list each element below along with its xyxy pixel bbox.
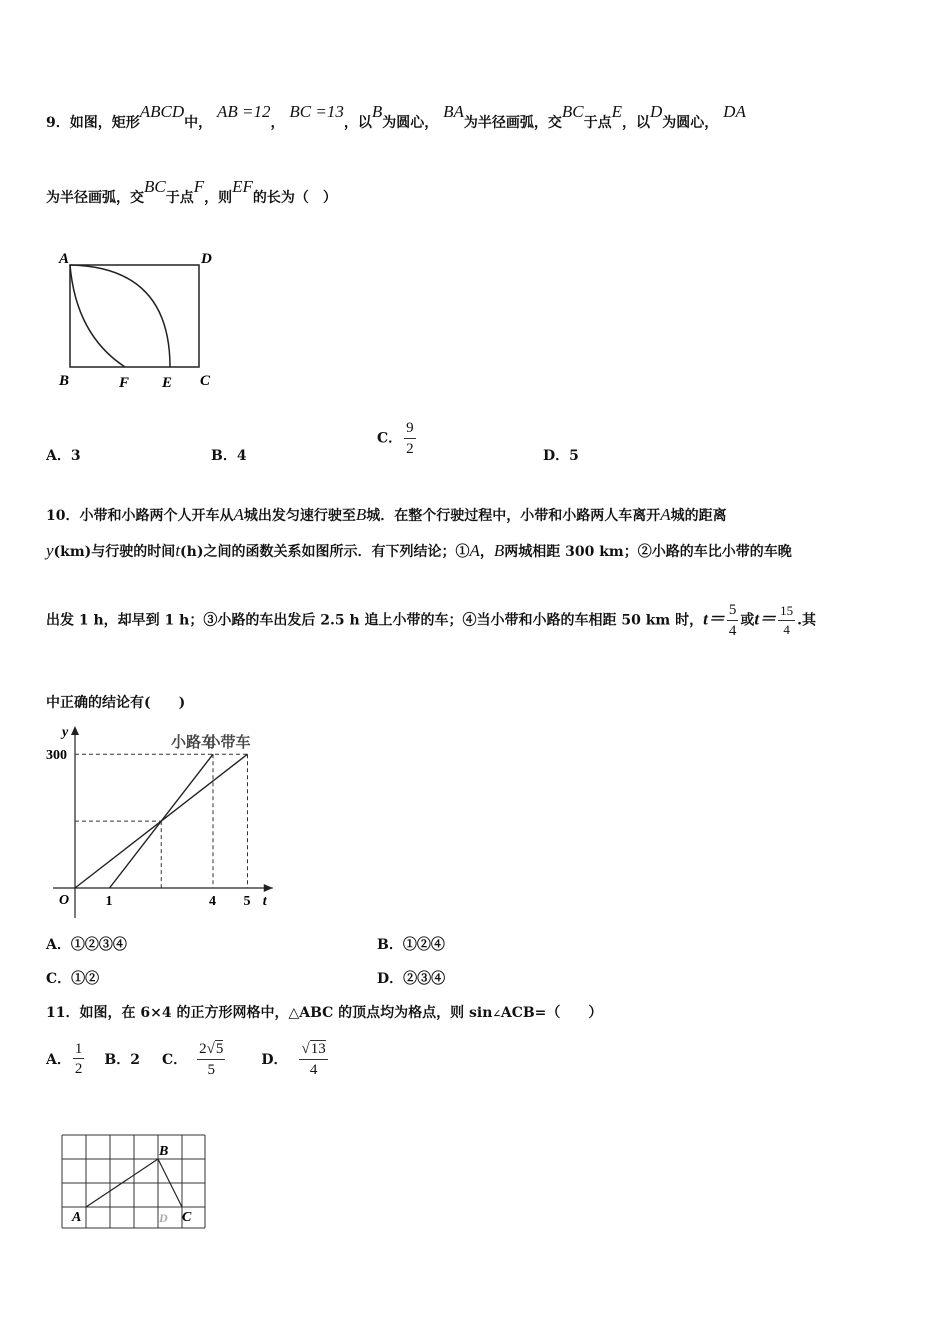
q10-line-4: 中正确的结论有( ) [46, 695, 186, 711]
x-tick-5: 5 [243, 894, 251, 909]
label-b: B [59, 373, 70, 389]
q9-option-c[interactable]: C． $\frac{9}{2}$ [377, 420, 414, 457]
origin-label: O [59, 893, 70, 908]
q9-rectangle-figure [50, 245, 230, 395]
q11-grid-figure [55, 1128, 225, 1238]
q9-line-1: 9．如图，矩形ABCD中， AB =12， BC =13，以B为圆心， BA为半径画弧，交BC于点E，以D为圆心， DA [46, 102, 746, 131]
label-a: A [59, 251, 70, 267]
fraction-sqrt13-4: $\frac{√13}{4}$ [301, 1041, 326, 1078]
q10-option-a[interactable]: A．①②③④ [46, 937, 127, 953]
fraction-15-4: $\frac{15}{4}$ [780, 603, 794, 637]
q11-options [46, 1040, 330, 1078]
q11-option-b[interactable]: B．2 [104, 1052, 140, 1068]
series-line-1 [75, 754, 248, 888]
q11-option-d[interactable]: D． $\frac{√13}{4}$ [261, 1041, 326, 1078]
rect-name: ABCD [139, 102, 185, 121]
q10-distance-time-chart [40, 722, 300, 922]
grid-label-a: A [72, 1210, 82, 1225]
x-tick-4: 4 [209, 894, 216, 909]
q10-option-d[interactable]: D．②③④ [377, 971, 446, 987]
q9-number: 9． [46, 115, 70, 131]
fraction-5-4: $\frac{5}{4}$ [728, 602, 737, 639]
bc-length: BC =13 [289, 102, 344, 121]
q9-option-d[interactable]: D．5 [543, 448, 579, 464]
q10-line-1: 10．小带和小路两个人开车从A城出发匀速行驶至B城．在整个行驶过程中，小带和小路两人车离开A城的距离 [46, 505, 727, 524]
label-d: D [201, 251, 212, 267]
label-f: F [119, 375, 130, 391]
grid-label-d: D [159, 1211, 168, 1225]
x-axis-arrow [264, 884, 273, 892]
q11-option-a[interactable]: A． $\frac{1}{2}$ [46, 1040, 83, 1077]
fraction-2sqrt5-5: $\frac{2√5}{5}$ [199, 1041, 224, 1078]
q11-option-c[interactable]: C． $\frac{2√5}{5}$ [161, 1041, 224, 1078]
q9-option-a[interactable]: A．3 [46, 448, 81, 464]
arc-ae [70, 265, 170, 367]
fraction-9-2: $\frac{9}{2}$ [406, 420, 414, 457]
x-axis-label: t [262, 894, 267, 909]
y-tick-300: 300 [46, 748, 67, 764]
label-e: E [162, 375, 173, 391]
ab-length: AB =12 [217, 102, 271, 121]
y-axis-label: y [62, 725, 69, 740]
series-label-1: 小带车 [205, 735, 251, 752]
q10-option-c[interactable]: C．①② [46, 971, 100, 987]
q11-stem: 11．如图，在 6×4 的正方形网格中，△ABC 的顶点均为格点，则 sin∠ACB=（ ） [46, 1005, 603, 1021]
q10-line-3: 出发 1 h，却早到 1 h；③小路的车出发后 2.5 h 追上小带的车；④当小带和小路的车相距 50 km 时，t＝ $\frac{5}{4}$ 或t＝ $\frac{15}{4}$ .其 [46, 602, 816, 639]
grid-label-c: C [182, 1210, 192, 1225]
q9-line-2: 为半径画弧，交BC于点F，则EF的长为（ ） [46, 177, 337, 206]
series-label-0: 小路车 [171, 735, 217, 752]
grid-label-b: B [159, 1144, 169, 1159]
rectangle-abcd [70, 265, 199, 367]
x-tick-1: 1 [105, 894, 113, 909]
q10-line-2: y(km)与行驶的时间t(h)之间的函数关系如图所示．有下列结论；①A，B两城相距 300 km；②小路的车比小带的车晚 [46, 541, 792, 560]
q9-option-b[interactable]: B．4 [211, 448, 247, 464]
y-axis-arrow [71, 726, 79, 735]
label-c: C [200, 373, 211, 389]
fraction-1-2: $\frac{1}{2}$ [74, 1040, 83, 1077]
q10-option-b[interactable]: B．①②④ [377, 937, 445, 953]
arc-af [70, 265, 125, 367]
